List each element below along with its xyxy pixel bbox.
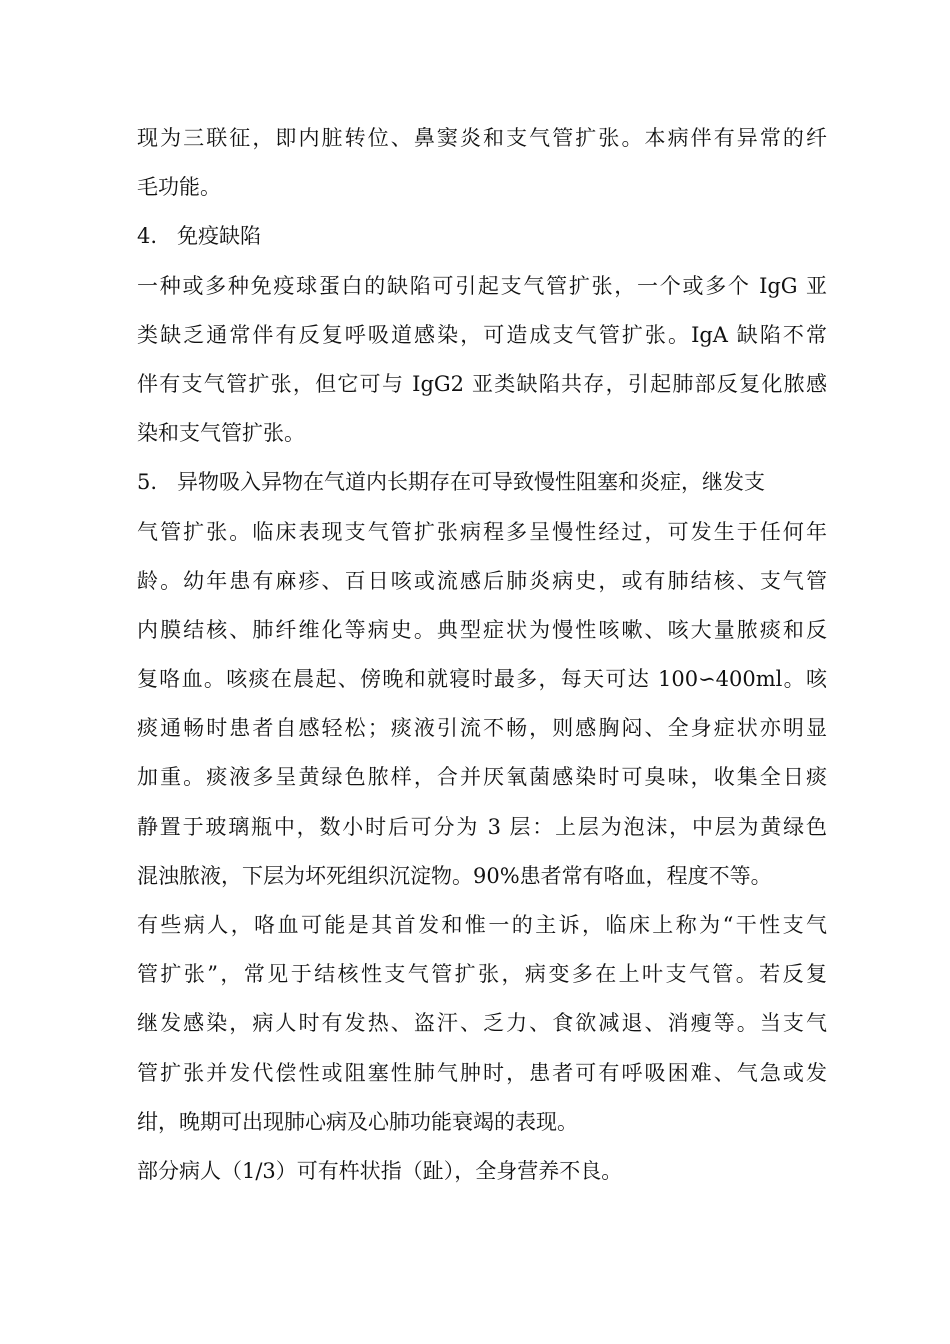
text-line: 一种或多种免疫球蛋白的缺陷可引起支气管扩张，一个或多个 IgG 亚 bbox=[137, 273, 827, 298]
text-line: 类缺乏通常伴有反复呼吸道感染，可造成支气管扩张。IgA 缺陷不常 bbox=[137, 322, 827, 347]
text-line: 染和支气管扩张。 bbox=[137, 421, 305, 446]
section-heading-4 bbox=[137, 212, 827, 261]
section-heading-5 bbox=[137, 458, 827, 507]
list-number: 5. bbox=[137, 470, 158, 495]
text-line: 内膜结核、肺纤维化等病史。典型症状为慢性咳嗽、咳大量脓痰和反 bbox=[137, 617, 827, 642]
body-text bbox=[137, 114, 827, 1196]
text-line: 复咯血。咳痰在晨起、傍晚和就寝时最多，每天可达 100∽400ml。咳 bbox=[137, 667, 827, 692]
text-line: 管扩张”，常见于结核性支气管扩张，病变多在上叶支气管。若反复 bbox=[137, 962, 827, 987]
text-line: 加重。痰液多呈黄绿色脓样，合并厌氧菌感染时可臭味，收集全日痰 bbox=[137, 765, 827, 790]
section-heading-text: 免疫缺陷 bbox=[177, 224, 261, 249]
text-line: 有些病人，咯血可能是其首发和惟一的主诉，临床上称为“干性支气 bbox=[137, 913, 827, 937]
text-line: 部分病人（1/3）可有杵状指（趾），全身营养不良。 bbox=[137, 1158, 623, 1183]
text-line: 静置于玻璃瓶中，数小时后可分为 3 层：上层为泡沫，中层为黄绿色 bbox=[137, 814, 827, 839]
text-line: 毛功能。 bbox=[137, 175, 221, 200]
text-line: 管扩张并发代偿性或阻塞性肺气肿时，患者可有呼吸困难、气急或发 bbox=[137, 1060, 827, 1085]
text-line: 混浊脓液，下层为坏死组织沉淀物。90%患者常有咯血，程度不等。 bbox=[137, 863, 772, 888]
text-line: 伴有支气管扩张，但它可与 IgG2 亚类缺陷共存，引起肺部反复化脓感 bbox=[137, 371, 827, 396]
text-line: 龄。幼年患有麻疹、百日咳或流感后肺炎病史，或有肺结核、支气管 bbox=[137, 568, 827, 593]
text-line: 痰通畅时患者自感轻松；痰液引流不畅，则感胸闷、全身症状亦明显 bbox=[137, 716, 827, 741]
section-heading-text: 异物吸入异物在气道内长期存在可导致慢性阻塞和炎症，继发支 bbox=[177, 470, 765, 495]
text-line: 气管扩张。临床表现支气管扩张病程多呈慢性经过，可发生于任何年 bbox=[137, 519, 827, 544]
text-line: 绀，晚期可出现肺心病及心肺功能衰竭的表现。 bbox=[137, 1109, 578, 1134]
text-line: 现为三联征，即内脏转位、鼻窦炎和支气管扩张。本病伴有异常的纤 bbox=[137, 126, 827, 150]
text-line: 继发感染，病人时有发热、盗汗、乏力、食欲减退、消瘦等。当支气 bbox=[137, 1011, 827, 1036]
list-number: 4. bbox=[137, 224, 158, 249]
